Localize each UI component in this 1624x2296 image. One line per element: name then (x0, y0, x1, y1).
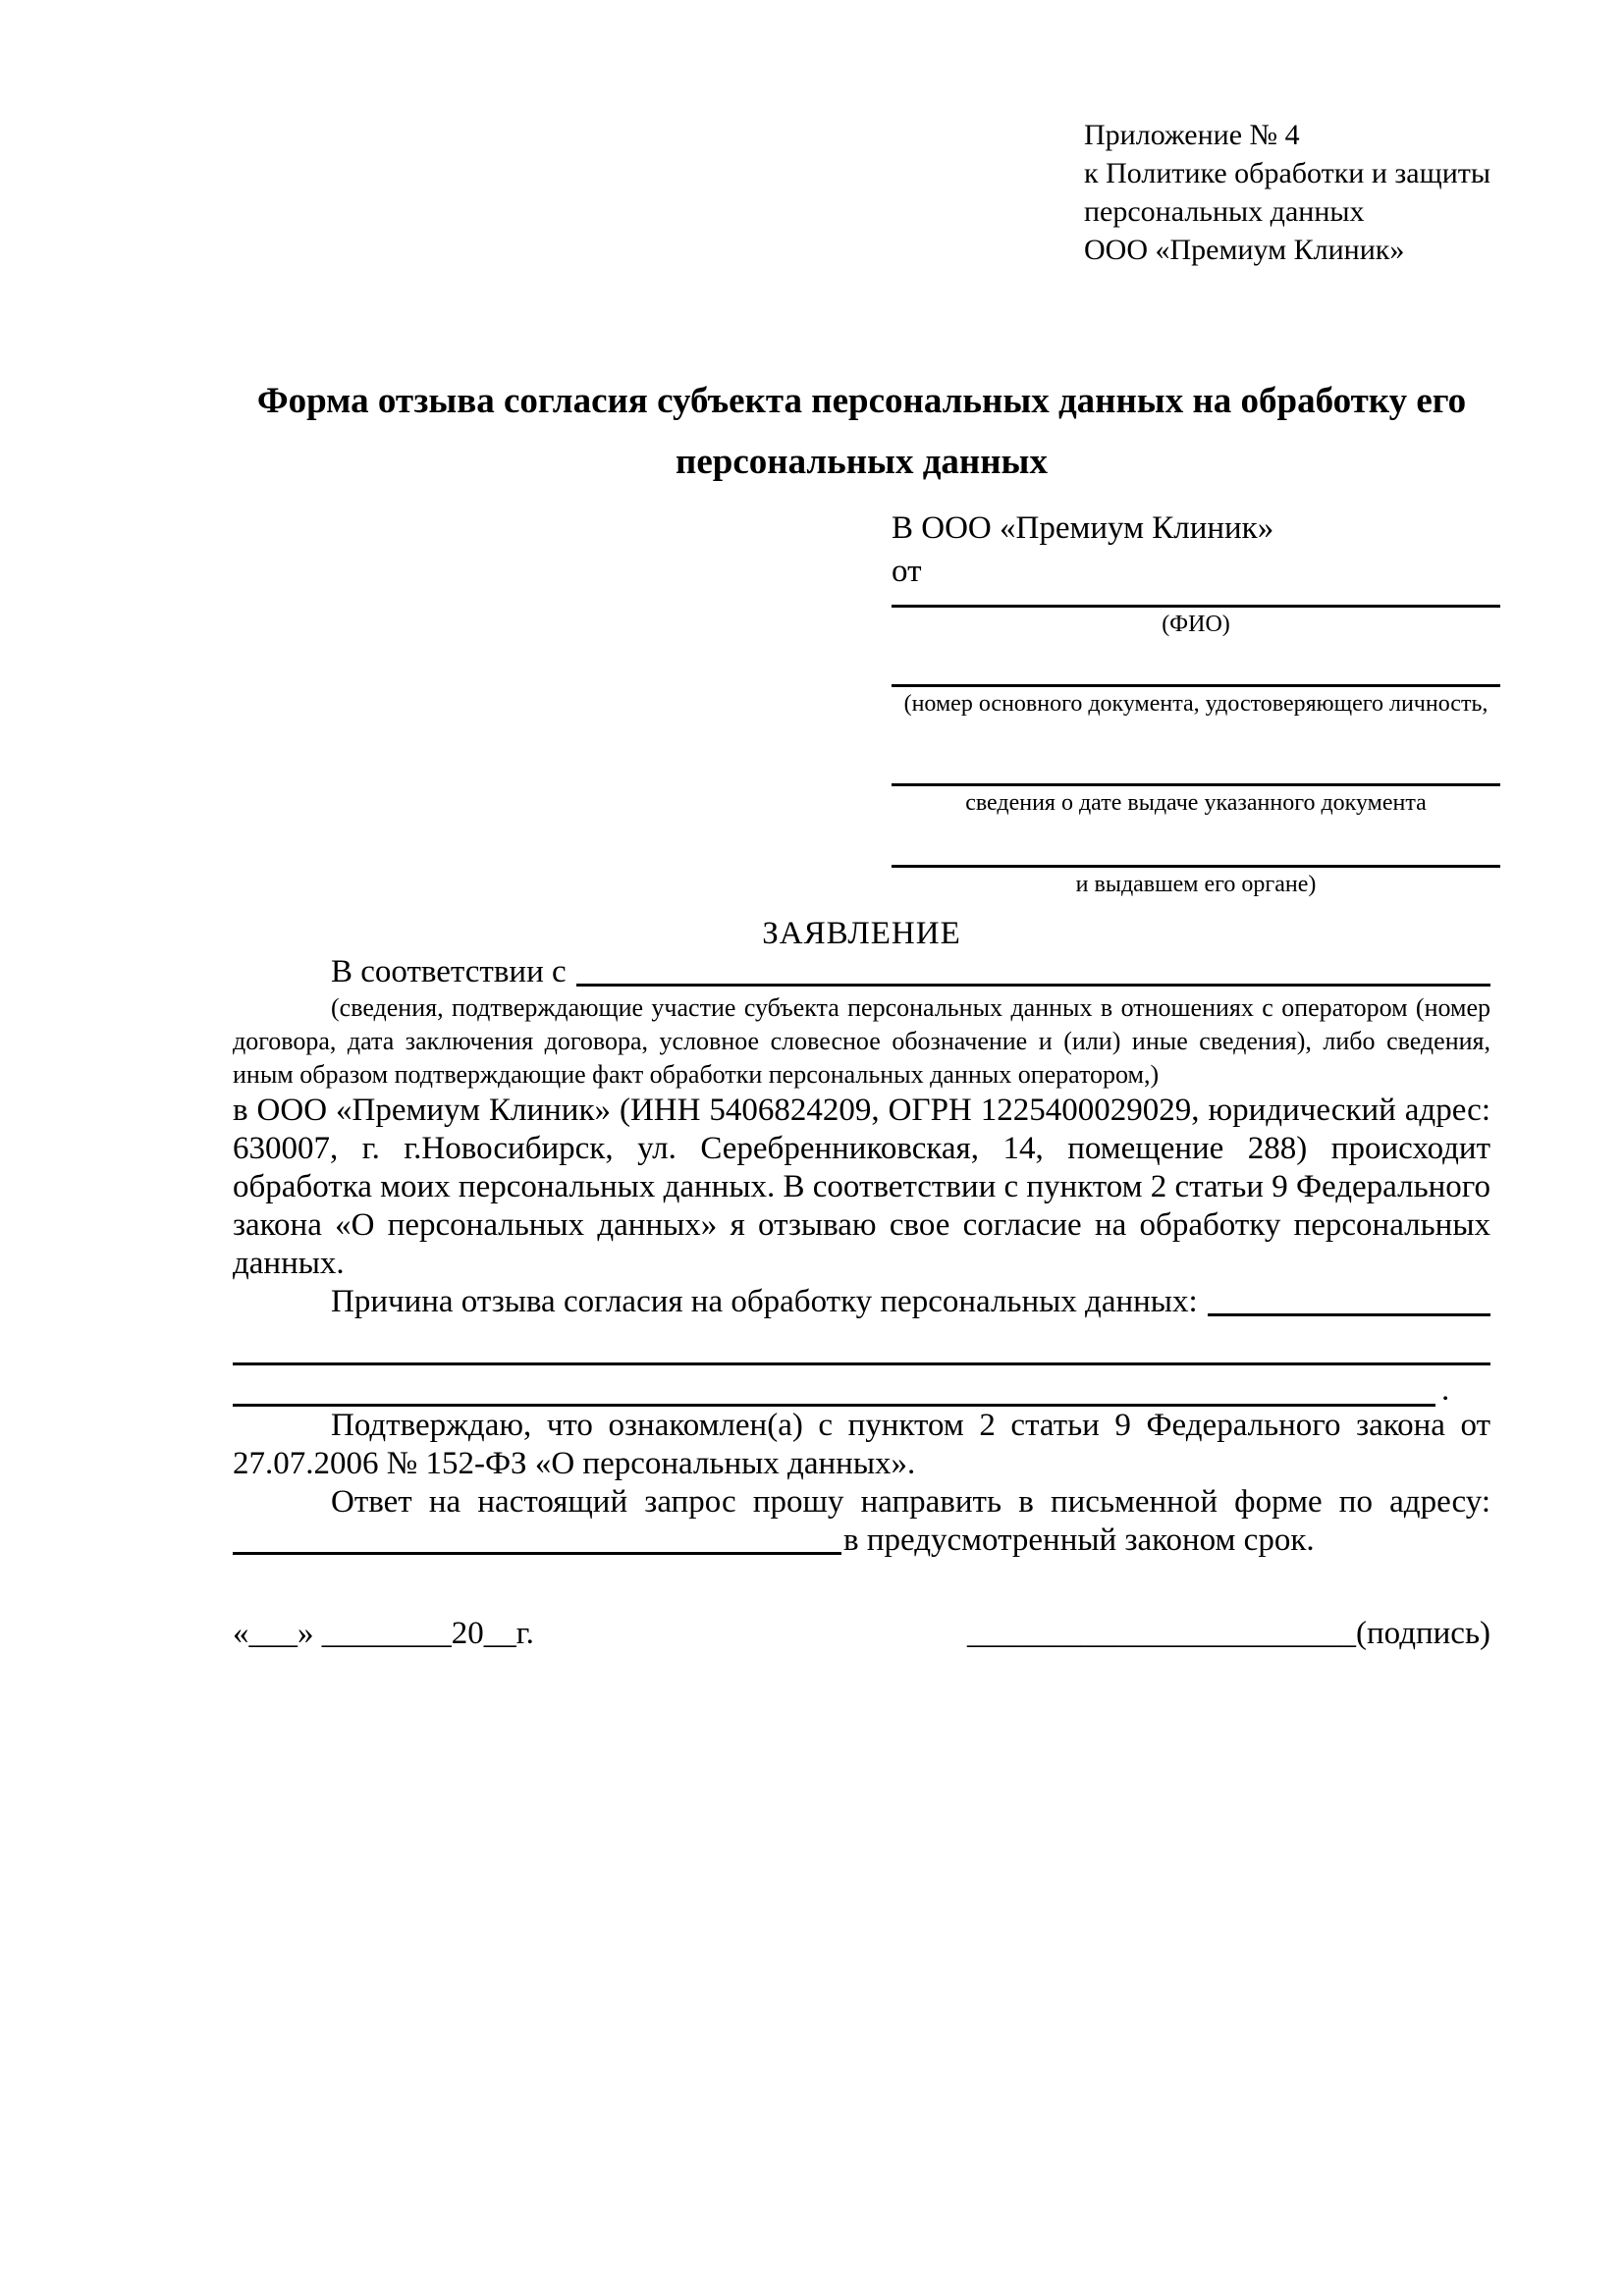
reason-blank-line-3 (233, 1365, 1490, 1407)
lead-in-blank-line[interactable] (576, 982, 1490, 987)
response-tail-text: в предусмотренный законом срок. (843, 1522, 1315, 1558)
lead-in-text: В соответствии с (331, 954, 567, 989)
date-signature-row (233, 1615, 1490, 1653)
from-label: от (892, 554, 922, 589)
footnote-text: (сведения, подтверждающие участие субъекта персональных данных в отношениях с оператором (номер договора, дата заключения договора, условное словесное обозначение и (или) иные сведения), либо сведения, иным образом подтверждающие факт обработки персональных данных оператором,) (233, 993, 1490, 1089)
confirmation-paragraph: Подтверждаю, что ознакомлен(а) с пунктом 2 статьи 9 Федерального закона от 27.07.2006 № 152-ФЗ «О персональных данных». (233, 1408, 1490, 1481)
appendix-line: персональных данных (1084, 195, 1365, 228)
appendix-line: к Политике обработки и защиты (1084, 157, 1491, 189)
fio-caption: (ФИО) (1162, 612, 1230, 637)
reason-row (233, 1283, 1490, 1321)
issuing-authority-blank-line[interactable] (892, 820, 1500, 868)
reason-blank-line-2[interactable] (233, 1321, 1490, 1365)
document-number-caption: (номер основного документа, удостоверяющего личность, (903, 691, 1489, 717)
issuing-authority-caption: и выдавшем его органе) (1075, 872, 1317, 897)
statement-heading: ЗАЯВЛЕНИЕ (762, 916, 961, 951)
response-address-row (233, 1522, 1490, 1560)
issue-date-caption: сведения о дате выдаче указанного документа (965, 790, 1427, 816)
lead-in-row (233, 953, 1490, 991)
fio-blank-line[interactable] (892, 593, 1500, 608)
response-request-paragraph: Ответ на настоящий запрос прошу направить в письменной форме по адресу: (331, 1484, 1490, 1520)
document-number-blank-line[interactable] (892, 641, 1500, 687)
document-title: Форма отзыва согласия субъекта персональных данных на обработку его персональных данных (256, 381, 1467, 482)
reason-terminator: . (1441, 1372, 1450, 1408)
body-paragraph: в ООО «Премиум Клиник» (ИНН 5406824209, ОГРН 1225400029029, юридический адрес: 630007, г. г.Новосибирск, ул. Серебренниковская, 14, помещение 288) происходит обработка моих персональных данных. В соответствии с пунктом 2 статьи 9 Федерального закона «О персональных данных» я отзываю свое согласие на обработку персональных данных. (233, 1093, 1490, 1281)
signature-blank-line[interactable]: ________________________ (967, 1616, 1356, 1651)
recipient-line: В ООО «Премиум Клиник» (892, 510, 1274, 546)
addressee-block (892, 507, 1500, 901)
signature-area (967, 1615, 1490, 1653)
appendix-block (1084, 0, 1490, 269)
document-content (233, 0, 1490, 1653)
issue-date-blank-line[interactable] (892, 721, 1500, 786)
address-blank-line[interactable] (233, 1550, 841, 1555)
reason-blank-line[interactable] (1208, 1311, 1490, 1316)
signature-caption: (подпись) (1356, 1616, 1490, 1651)
appendix-line: ООО «Премиум Клиник» (1084, 234, 1405, 266)
date-blank[interactable]: «___» ________20__г. (233, 1616, 534, 1651)
reason-label: Причина отзыва согласия на обработку персональных данных: (331, 1284, 1198, 1319)
appendix-line: Приложение № 4 (1084, 119, 1300, 151)
